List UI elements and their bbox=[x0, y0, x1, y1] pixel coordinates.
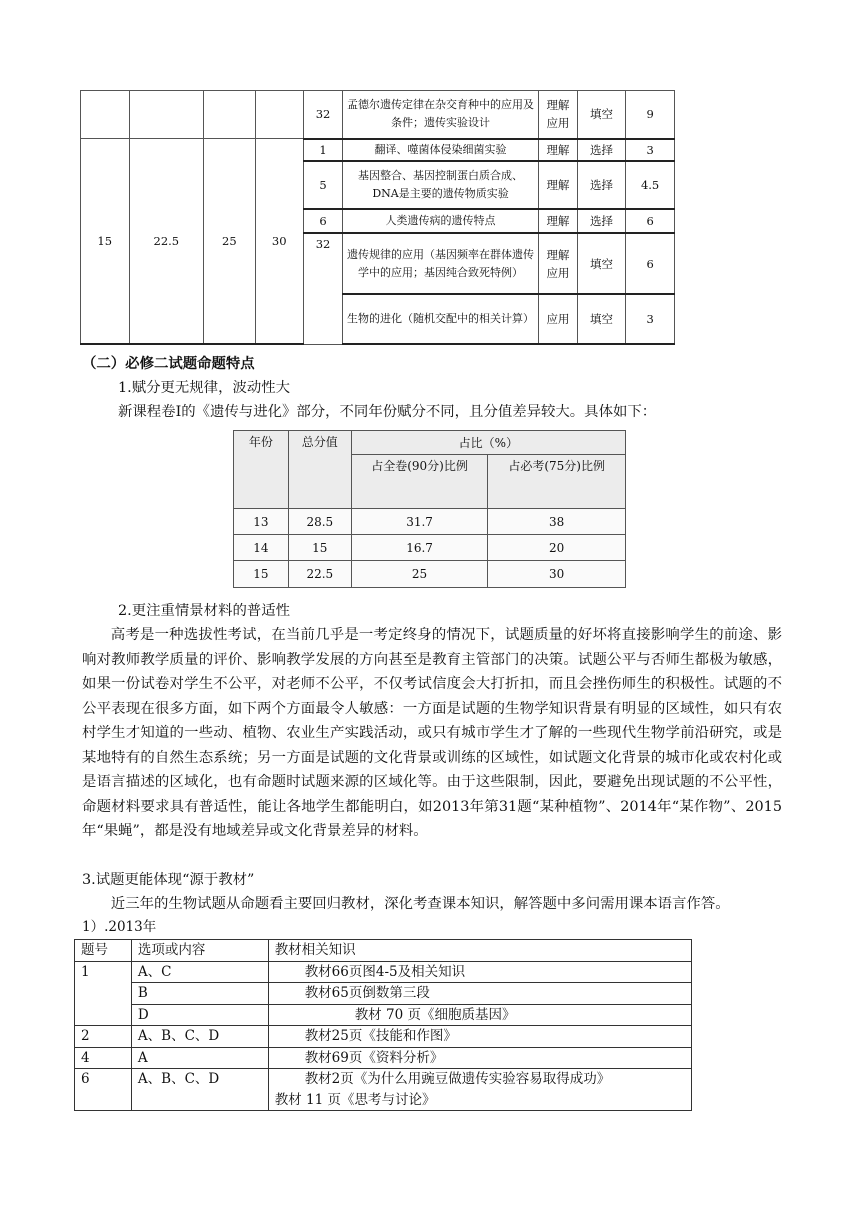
knowledge-line: 教材 11 页《思考与讨论》 bbox=[274, 1091, 436, 1108]
point-1-title: 1.赋分更无规律，波动性大 bbox=[118, 380, 291, 396]
question-number: 1 bbox=[75, 961, 132, 1026]
header-year: 年份 bbox=[234, 431, 289, 509]
question-content: 生物的进化（随机交配中的相关计算） bbox=[343, 294, 539, 344]
table-cell bbox=[81, 91, 130, 139]
header-knowledge: 教材相关知识 bbox=[268, 940, 691, 962]
table-row bbox=[234, 509, 626, 535]
table-header-row bbox=[75, 940, 692, 962]
header-full-paper: 占全卷(90分)比例 bbox=[351, 455, 488, 509]
knowledge-line: 教材2页《为什么用豌豆做遗传实验容易取得成功》 bbox=[304, 1071, 611, 1087]
question-number: 4 bbox=[75, 1047, 132, 1069]
question-score: 3 bbox=[626, 139, 675, 161]
year-cell: 13 bbox=[234, 509, 289, 535]
question-content: 翻译、噬菌体侵染细菌实验 bbox=[343, 139, 539, 161]
question-score: 4.5 bbox=[626, 161, 675, 209]
table-cell bbox=[204, 91, 255, 139]
question-number: 6 bbox=[304, 209, 343, 233]
question-score: 6 bbox=[626, 209, 675, 233]
full-ratio-cell: 16.7 bbox=[351, 535, 488, 561]
ability-level: 理解应用 bbox=[539, 233, 578, 293]
year-cell: 14 bbox=[234, 535, 289, 561]
ability-level: 理解应用 bbox=[539, 91, 578, 139]
header-ratio: 占比（%） bbox=[351, 431, 625, 455]
table-row bbox=[81, 139, 675, 161]
compulsory-ratio-cell: 30 bbox=[488, 561, 626, 588]
section-title: （二）必修二试题命题特点 bbox=[82, 355, 255, 372]
point-2-paragraph: 高考是一种选拔性考试，在当前几乎是一考定终身的情况下，试题质量的好坏将直接影响学生的前途、影响对教师教学质量的评价、影响教学发展的方向甚至是教育主管部门的决策。试题公平与否师生都极为敏感，如果一份试卷对学生不公平，对老师不公平，不仅考试信度会大打折扣，而且会挫伤师生的积极性。试题的不公平表现在很多方面，如下两个方面最令人敏感：一方面是试题的生物学知识背景有明显的区域性，如只有农村学生才知道的一些动、植物、农业生产实践活动，或只有城市学生才了解的一些现代生物学前沿研究，或是某地特有的自然生态系统；另一方面是试题的文化背景或训练的区域性，如试题文化背景的城市化或农村化或是语言描述的区域化，也有命题时试题来源的区域化等。由于这些限制，因此，要避免出现试题的不公平性，命题材料要求具有普适性，能让各地学生都能明白，如2013年第31题“某种植物”、2014年“某作物”、2015年“果蝇”，都是没有地域差异或文化背景差异的材料。 bbox=[82, 627, 782, 839]
question-content: 遗传规律的应用（基因频率在群体遗传学中的应用；基因纯合致死特例） bbox=[343, 233, 539, 293]
textbook-knowledge-table bbox=[74, 939, 692, 1111]
header-option: 选项或内容 bbox=[131, 940, 268, 962]
compulsory-ratio-cell: 30 bbox=[255, 139, 304, 344]
option-cell: B bbox=[131, 983, 268, 1005]
point-3-title: 3.试题更能体现“源于教材” bbox=[82, 872, 255, 888]
question-type: 选择 bbox=[577, 209, 625, 233]
point-2-title: 2.更注重情景材料的普适性 bbox=[118, 603, 291, 619]
year-cell: 15 bbox=[81, 139, 130, 344]
question-score: 6 bbox=[626, 233, 675, 293]
header-total: 总分值 bbox=[288, 431, 351, 509]
year-label: 1）.2013年 bbox=[82, 919, 157, 935]
header-question-number: 题号 bbox=[75, 940, 132, 962]
knowledge-cell: 教材66页图4-5及相关知识 bbox=[268, 961, 691, 983]
question-type: 选择 bbox=[577, 139, 625, 161]
table-header-row bbox=[234, 431, 626, 455]
table-cell bbox=[129, 91, 204, 139]
question-type: 填空 bbox=[577, 294, 625, 344]
question-score: 3 bbox=[626, 294, 675, 344]
table-row bbox=[75, 961, 692, 983]
compulsory-ratio-cell: 20 bbox=[488, 535, 626, 561]
option-cell: D bbox=[131, 1004, 268, 1026]
exam-analysis-table bbox=[80, 90, 675, 345]
table-cell bbox=[255, 91, 304, 139]
knowledge-cell: 教材65页倒数第三段 bbox=[268, 983, 691, 1005]
full-paper-ratio-cell: 25 bbox=[204, 139, 255, 344]
question-score: 9 bbox=[626, 91, 675, 139]
knowledge-cell: 教材69页《资料分析》 bbox=[268, 1047, 691, 1069]
header-compulsory: 占必考(75分)比例 bbox=[488, 455, 626, 509]
table-row bbox=[75, 983, 692, 1005]
question-number: 2 bbox=[75, 1026, 132, 1048]
option-cell: A、B、C、D bbox=[131, 1026, 268, 1048]
compulsory-ratio-cell: 38 bbox=[488, 509, 626, 535]
option-cell: A bbox=[131, 1047, 268, 1069]
table-row bbox=[75, 1069, 692, 1111]
point-1-text: 新课程卷Ⅰ的《遗传与进化》部分，不同年份赋分不同，且分值差异较大。具体如下： bbox=[118, 404, 657, 420]
ability-level: 理解 bbox=[539, 161, 578, 209]
table-row bbox=[234, 561, 626, 588]
option-cell: A、C bbox=[131, 961, 268, 983]
question-number: 32 bbox=[304, 91, 343, 139]
full-ratio-cell: 31.7 bbox=[351, 509, 488, 535]
point-3-paragraph: 近三年的生物试题从命题看主要回归教材，深化考查课本知识，解答题中多问需用课本语言作答。 bbox=[110, 896, 730, 912]
knowledge-cell bbox=[268, 1069, 691, 1111]
ability-level: 理解 bbox=[539, 209, 578, 233]
table-row bbox=[75, 1004, 692, 1026]
table-row bbox=[234, 535, 626, 561]
total-cell: 22.5 bbox=[288, 561, 351, 588]
total-cell: 15 bbox=[288, 535, 351, 561]
ability-level: 理解 bbox=[539, 139, 578, 161]
question-content: 人类遗传病的遗传特点 bbox=[343, 209, 539, 233]
question-number: 6 bbox=[75, 1069, 132, 1111]
knowledge-cell: 教材25页《技能和作图》 bbox=[268, 1026, 691, 1048]
question-content: 基因整合、基因控制蛋白质合成、DNA是主要的遗传物质实验 bbox=[343, 161, 539, 209]
question-number: 5 bbox=[304, 161, 343, 209]
question-type: 填空 bbox=[577, 91, 625, 139]
knowledge-cell: 教材 70 页《细胞质基因》 bbox=[268, 1004, 691, 1026]
question-number: 1 bbox=[304, 139, 343, 161]
question-type: 选择 bbox=[577, 161, 625, 209]
option-cell: A、B、C、D bbox=[131, 1069, 268, 1111]
score-ratio-table bbox=[233, 430, 626, 588]
full-ratio-cell: 25 bbox=[351, 561, 488, 588]
total-cell: 28.5 bbox=[288, 509, 351, 535]
table-row bbox=[75, 1047, 692, 1069]
total-score-cell: 22.5 bbox=[129, 139, 204, 344]
ability-level: 应用 bbox=[539, 294, 578, 344]
year-cell: 15 bbox=[234, 561, 289, 588]
question-number: 32 bbox=[304, 233, 343, 344]
table-row bbox=[81, 91, 675, 139]
question-type: 填空 bbox=[577, 233, 625, 293]
table-row bbox=[75, 1026, 692, 1048]
question-content: 孟德尔遗传定律在杂交育种中的应用及条件；遗传实验设计 bbox=[343, 91, 539, 139]
